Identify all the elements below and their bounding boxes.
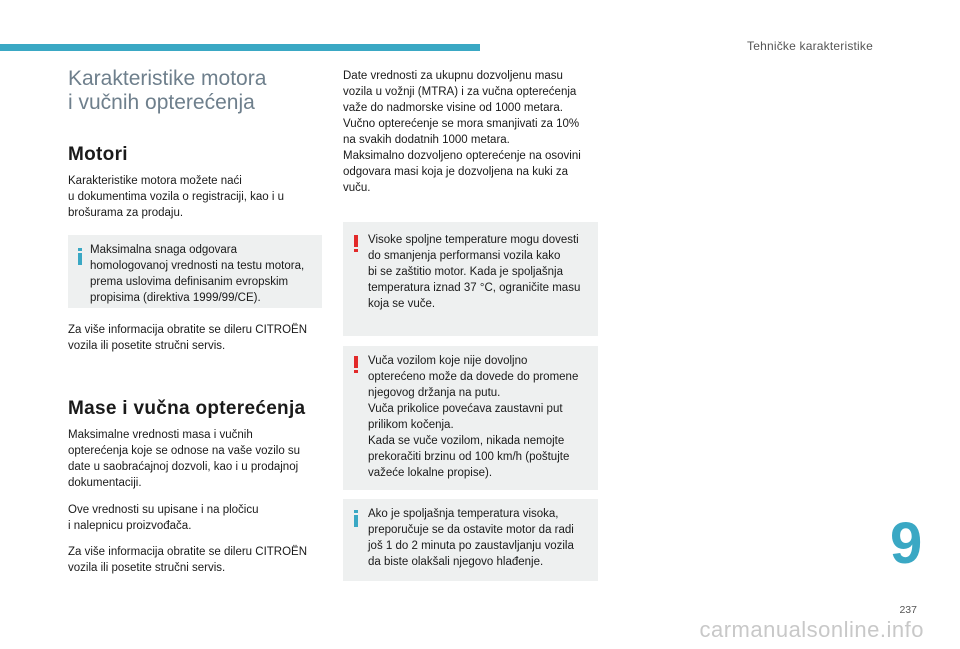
text-line: dokumentaciji. <box>68 477 142 489</box>
page-title <box>68 67 266 115</box>
text-line: Maksimalno dozvoljeno opterećenje na osovini <box>343 150 581 162</box>
text-line: opterećenja koje se odnose na vaše vozilo su <box>68 445 301 457</box>
text-line: vozila ili posetite stručni servis. <box>68 340 226 352</box>
text-line: Ove vrednosti su upisane i na pločicu <box>68 504 259 516</box>
text-line: odgovara masi koja je dozvoljena na kuki za <box>343 166 569 178</box>
text-line: preporučuje se da ostavite motor da radi <box>368 524 574 536</box>
info-note-text <box>90 242 316 306</box>
text-line: Za više informacija obratite se dileru CITROËN <box>68 546 308 558</box>
warning-note-text <box>368 232 592 312</box>
text-line: važe do nadmorske visine od 1000 metara. <box>343 102 563 114</box>
warning-note <box>343 346 598 490</box>
text-line: brošurama za prodaju. <box>68 207 184 219</box>
warning-icon <box>354 356 358 368</box>
motori-contact-paragraph <box>68 322 323 354</box>
text-line: temperatura iznad 37 °C, ograničite masu <box>368 282 581 294</box>
info-icon <box>78 253 82 265</box>
text-line: Vuča vozilom koje nije dovoljno <box>368 355 528 367</box>
text-line: u dokumentima vozila o registraciji, kao i u <box>68 191 285 203</box>
warning-icon <box>354 235 358 247</box>
text-line: Ako je spoljašnja temperatura visoka, <box>368 508 559 520</box>
text-line: Karakteristike motora možete naći <box>68 175 242 187</box>
info-icon <box>354 515 358 527</box>
header-accent-bar <box>0 44 480 51</box>
mase-plate-paragraph <box>68 502 323 534</box>
warning-note <box>343 222 598 336</box>
text-line: bi se zaštitio motor. Kada je spoljašnja <box>368 266 563 278</box>
watermark: carmanualsonline.info <box>699 617 924 642</box>
text-line: još 1 do 2 minuta po zaustavljanju vozila <box>368 540 574 552</box>
text-line: Kada se vuče vozilom, nikada nemojte <box>368 435 565 447</box>
text-line: homologovanoj vrednosti na testu motora, <box>90 260 305 272</box>
text-line: prema uslovima definisanim evropskim <box>90 276 289 288</box>
text-line: opterećeno može da dovede do promene <box>368 371 579 383</box>
text-line: Date vrednosti za ukupnu dozvoljenu masu <box>343 70 563 82</box>
page-title-line: Karakteristike motora <box>68 67 267 90</box>
warning-note-text <box>368 353 592 481</box>
text-line: da biste olakšali njegovo hlađenje. <box>368 556 544 568</box>
text-line: Visoke spoljne temperature mogu dovesti <box>368 234 579 246</box>
section-heading-motori: Motori <box>68 144 128 165</box>
page-number: 237 <box>899 604 917 616</box>
text-line: Maksimalna snaga odgovara <box>90 244 238 256</box>
text-line: propisima (direktiva 1999/99/CE). <box>90 292 261 304</box>
section-heading-mase: Mase i vučna opterećenja <box>68 398 306 419</box>
mase-contact-paragraph <box>68 544 323 576</box>
text-line: Vuča prikolice povećava zaustavni put <box>368 403 563 415</box>
text-line: do smanjenja performansi vozila kako <box>368 250 561 262</box>
chapter-number: 9 <box>890 511 923 576</box>
text-line: vozila u vožnji (MTRA) i za vučna opterećenja <box>343 86 577 98</box>
text-line: važeće lokalne propise). <box>368 467 493 479</box>
text-line: vuču. <box>343 182 371 194</box>
text-line: prekoračiti brzinu od 100 km/h (poštujte <box>368 451 570 463</box>
info-note <box>68 235 322 308</box>
text-line: Za više informacija obratite se dileru CITROËN <box>68 324 308 336</box>
chapter-title: Tehničke karakteristike <box>747 39 873 53</box>
info-note-text <box>368 506 592 570</box>
text-line: date u saobraćajnoj dozvoli, kao i u prodajnoj <box>68 461 299 473</box>
text-line: na svakih dodatnih 1000 metara. <box>343 134 510 146</box>
text-line: i nalepnicu proizvođača. <box>68 520 192 532</box>
text-line: koja se vuče. <box>368 298 436 310</box>
text-line: prilikom kočenja. <box>368 419 454 431</box>
text-line: Maksimalne vrednosti masa i vučnih <box>68 429 253 441</box>
mtra-paragraph <box>343 68 603 196</box>
text-line: Vučno opterećenje se mora smanjivati za 10% <box>343 118 580 130</box>
info-note <box>343 499 598 581</box>
text-line: vozila ili posetite stručni servis. <box>68 562 226 574</box>
mase-paragraph <box>68 427 323 491</box>
page-title-line: i vučnih opterećenja <box>68 91 255 114</box>
motori-paragraph <box>68 173 323 221</box>
text-line: njegovog držanja na putu. <box>368 387 501 399</box>
